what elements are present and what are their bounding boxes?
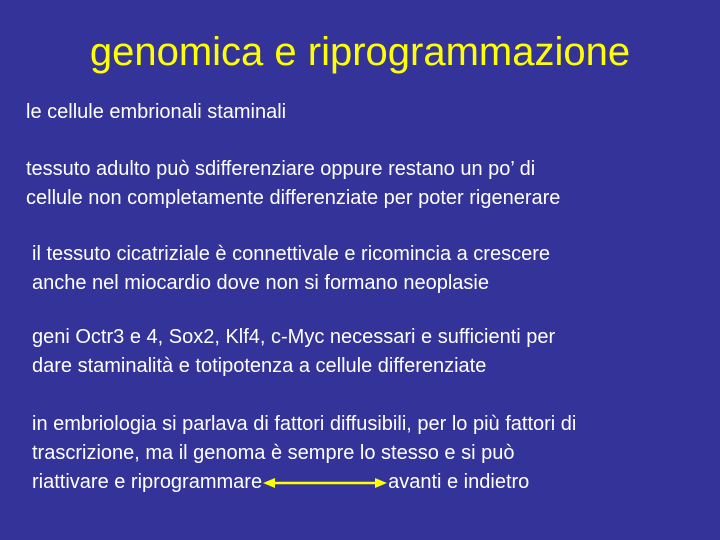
text-line: le cellule embrionali staminali	[26, 101, 287, 123]
text-line: anche nel miocardio dove non si formano neoplasie	[32, 272, 489, 294]
text-line: tessuto adulto può sdifferenziare oppure restano un po’ di	[26, 158, 536, 180]
text-line: il tessuto cicatriziale è connettivale e ricomincia a crescere	[32, 243, 550, 265]
arrow-slot	[262, 478, 388, 488]
text-segment: avanti e indietro	[388, 471, 530, 493]
text-segment: riattivare e riprogrammare	[32, 471, 263, 493]
paragraph-embryonic-stem-cells	[26, 98, 286, 127]
paragraph-genes	[32, 323, 555, 381]
paragraph-scar-tissue	[32, 240, 550, 298]
text-line: trascrizione, ma il genoma è sempre lo stesso e si può	[32, 442, 515, 464]
text-line: in embriologia si parlava di fattori diffusibili, per lo più fattori di	[32, 413, 577, 435]
text-line: dare staminalità e totipotenza a cellule differenziate	[32, 355, 487, 377]
text-line: cellule non completamente differenziate per poter rigenerare	[26, 187, 561, 209]
slide-title: genomica e riprogrammazione	[89, 30, 631, 74]
paragraph-embryology	[32, 410, 576, 497]
double-headed-arrow-icon	[263, 475, 387, 491]
text-line-with-arrow	[32, 468, 576, 497]
paragraph-adult-tissue	[26, 155, 560, 213]
text-line: geni Octr3 e 4, Sox2, Klf4, c-Myc necessari e sufficienti per	[32, 326, 556, 348]
